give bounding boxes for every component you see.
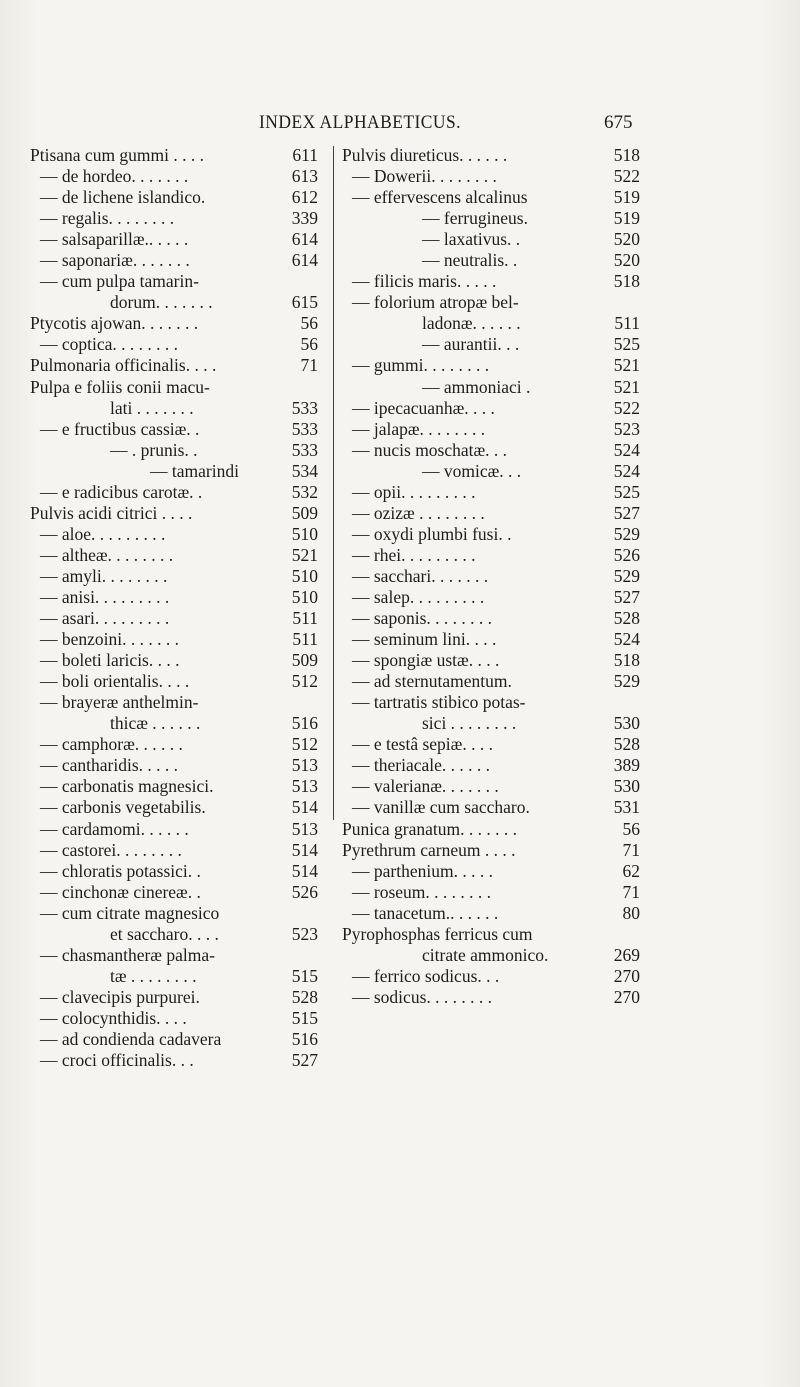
index-entry	[30, 692, 320, 713]
index-entry-page-ref: 513	[291, 776, 318, 797]
index-entry-page-ref: 524	[613, 439, 640, 460]
index-entry	[30, 903, 320, 924]
index-entry	[342, 145, 640, 166]
index-entry-term: — tamarindi	[150, 460, 239, 481]
index-entry-term: — salsaparillæ.. . . . .	[40, 229, 189, 250]
index-column-left	[30, 145, 320, 1071]
index-entry	[342, 292, 640, 313]
index-entry-term: — altheæ. . . . . . . .	[40, 544, 174, 565]
index-entry-page-ref: 518	[613, 650, 640, 671]
index-entry-term: Pulmonaria officinalis. . . .	[30, 355, 217, 376]
index-entry-page-ref: 532	[291, 481, 318, 502]
index-entry	[30, 671, 320, 692]
index-entry-page-ref: 510	[291, 523, 318, 544]
index-entry	[342, 776, 640, 797]
index-entry	[30, 208, 320, 229]
index-entry	[30, 250, 320, 271]
index-entry	[30, 229, 320, 250]
index-entry	[342, 398, 640, 419]
index-entry-page-ref: 528	[291, 986, 318, 1007]
index-entry-page-ref: 270	[613, 965, 640, 986]
index-entry-page-ref: 71	[300, 355, 318, 376]
index-entry-page-ref: 515	[291, 1007, 318, 1028]
index-entry-page-ref: 525	[613, 334, 640, 355]
index-entry-term: Pulpa e foliis conii macu-	[30, 376, 210, 397]
index-entry-page-ref: 530	[613, 776, 640, 797]
index-entry	[30, 377, 320, 398]
index-entry-page-ref: 513	[291, 818, 318, 839]
index-entry-term: — sodicus. . . . . . . .	[352, 986, 492, 1007]
index-entry	[342, 271, 640, 292]
index-entry-page-ref: 511	[292, 608, 318, 629]
index-entry-term: — benzoini. . . . . . .	[40, 629, 180, 650]
index-entry-page-ref: 527	[613, 586, 640, 607]
index-entry-page-ref: 389	[613, 755, 640, 776]
index-entry	[30, 734, 320, 755]
index-entry-page-ref: 614	[291, 250, 318, 271]
index-entry-page-ref: 528	[613, 734, 640, 755]
index-entry-term: — ammoniaci .	[422, 376, 531, 397]
index-entry	[30, 398, 320, 419]
index-entry-term: — colocynthidis. . . .	[40, 1007, 187, 1028]
index-entry	[342, 587, 640, 608]
index-entry-term: — . prunis. .	[110, 439, 198, 460]
index-entry	[30, 166, 320, 187]
index-entry-term: — ferrugineus.	[422, 208, 528, 229]
index-entry-term: — carbonis vegetabilis.	[40, 797, 206, 818]
index-entry-page-ref: 524	[613, 460, 640, 481]
index-entry	[30, 482, 320, 503]
index-entry	[342, 945, 640, 966]
index-entry-term: — e radicibus carotæ. .	[40, 481, 203, 502]
index-entry	[342, 250, 640, 271]
index-entry	[30, 608, 320, 629]
index-entry-page-ref: 527	[613, 502, 640, 523]
index-entry	[30, 713, 320, 734]
index-entry	[342, 166, 640, 187]
index-entry-page-ref: 518	[613, 145, 640, 165]
index-column-right	[342, 145, 640, 1008]
index-entry-term: — theriacale. . . . . .	[352, 755, 491, 776]
index-entry-page-ref: 56	[300, 334, 318, 355]
index-entry-page-ref: 518	[613, 271, 640, 292]
index-entry	[342, 650, 640, 671]
index-entry	[342, 734, 640, 755]
index-entry-page-ref: 530	[613, 713, 640, 734]
index-entry	[342, 482, 640, 503]
index-entry-page-ref: 528	[613, 608, 640, 629]
index-entry-term: — brayeræ anthelmin-	[40, 692, 199, 713]
index-entry	[342, 671, 640, 692]
index-entry-term: — chloratis potassici. .	[40, 860, 201, 881]
index-entry	[30, 503, 320, 524]
index-entry-term: — chasmantheræ palma-	[40, 944, 215, 965]
index-entry	[30, 271, 320, 292]
index-entry-page-ref: 511	[292, 629, 318, 650]
index-entry-term: — cum citrate magnesico	[40, 902, 220, 923]
index-entry	[342, 608, 640, 629]
index-entry-page-ref: 512	[291, 734, 318, 755]
index-entry-page-ref: 519	[613, 187, 640, 208]
index-entry-term: citrate ammonico.	[422, 944, 549, 965]
index-entry-term: — coptica. . . . . . . .	[40, 334, 179, 355]
index-entry-term: — anisi. . . . . . . . .	[40, 586, 170, 607]
index-entry-term: — Dowerii. . . . . . . .	[352, 166, 497, 187]
index-entry-term: — saponariæ. . . . . . .	[40, 250, 190, 271]
index-entry-term: — ad sternutamentum.	[352, 671, 512, 692]
index-entry	[30, 882, 320, 903]
index-entry	[342, 987, 640, 1008]
index-entry-term: Ptycotis ajowan. . . . . . .	[30, 313, 199, 334]
index-entry-page-ref: 513	[291, 755, 318, 776]
index-entry-term: — effervescens alcalinus	[352, 187, 528, 208]
index-entry-page-ref: 62	[622, 860, 640, 881]
index-entry-page-ref: 269	[613, 944, 640, 965]
index-entry	[30, 1029, 320, 1050]
index-entry	[30, 924, 320, 945]
index-entry	[342, 440, 640, 461]
index-entry-term: — neutralis. .	[422, 250, 518, 271]
index-entry-term: — sacchari. . . . . . .	[352, 565, 489, 586]
index-entry-page-ref: 511	[614, 313, 640, 334]
index-entry	[342, 566, 640, 587]
index-entry-term: — roseum. . . . . . . .	[352, 881, 492, 902]
index-entry-page-ref: 515	[291, 965, 318, 986]
index-entry-term: — asari. . . . . . . . .	[40, 608, 170, 629]
index-entry-term: — e testâ sepiæ. . . .	[352, 734, 493, 755]
index-entry	[342, 377, 640, 398]
index-entry	[30, 145, 320, 166]
index-entry	[30, 987, 320, 1008]
index-entry-term: ladonæ. . . . . .	[422, 313, 521, 334]
index-entry-term: Punica granatum. . . . . . .	[342, 818, 517, 839]
index-entry-page-ref: 56	[622, 818, 640, 839]
index-entry-page-ref: 521	[291, 544, 318, 565]
index-entry-page-ref: 510	[291, 565, 318, 586]
index-entry-page-ref: 512	[291, 671, 318, 692]
index-entry-term: — rhei. . . . . . . . .	[352, 544, 476, 565]
index-entry-term: Pyrophosphas ferricus cum	[342, 923, 533, 944]
index-entry-term: — aurantii. . .	[422, 334, 520, 355]
index-entry-page-ref: 526	[613, 544, 640, 565]
index-entry-term: — clavecipis purpurei.	[40, 986, 200, 1007]
index-entry	[342, 882, 640, 903]
index-entry-term: — oxydi plumbi fusi. .	[352, 523, 512, 544]
index-entry	[30, 355, 320, 376]
index-entry-term: — vomicæ. . .	[422, 460, 522, 481]
index-entry-page-ref: 80	[622, 902, 640, 923]
index-entry	[30, 524, 320, 545]
index-entry	[30, 1050, 320, 1071]
index-entry-term: — saponis. . . . . . . .	[352, 608, 492, 629]
index-entry	[30, 776, 320, 797]
index-entry	[342, 229, 640, 250]
index-entry	[342, 187, 640, 208]
index-entry-page-ref: 614	[291, 229, 318, 250]
index-entry-term: sici . . . . . . . .	[422, 713, 517, 734]
index-entry-page-ref: 529	[613, 565, 640, 586]
index-entry-term: — castorei. . . . . . . .	[40, 839, 182, 860]
index-entry	[342, 524, 640, 545]
index-entry	[30, 440, 320, 461]
index-entry-page-ref: 523	[613, 418, 640, 439]
index-entry	[30, 945, 320, 966]
index-entry-term: — spongiæ ustæ. . . .	[352, 650, 500, 671]
index-entry-page-ref: 520	[613, 250, 640, 271]
index-entry	[342, 903, 640, 924]
index-entry-page-ref: 270	[613, 986, 640, 1007]
index-entry-page-ref: 523	[291, 923, 318, 944]
index-entry-page-ref: 509	[291, 650, 318, 671]
index-entry-term: — ipecacuanhæ. . . .	[352, 397, 495, 418]
index-entry-page-ref: 71	[622, 839, 640, 860]
index-entry-page-ref: 526	[291, 881, 318, 902]
index-entry-page-ref: 71	[622, 881, 640, 902]
index-entry	[30, 292, 320, 313]
index-entry-term: — gummi. . . . . . . .	[352, 355, 490, 376]
index-entry-term: — nucis moschatæ. . .	[352, 439, 508, 460]
index-entry	[30, 461, 320, 482]
index-entry-page-ref: 533	[291, 418, 318, 439]
index-entry-term: — valerianæ. . . . . . .	[352, 776, 499, 797]
index-entry	[342, 545, 640, 566]
index-entry-term: — filicis maris. . . . .	[352, 271, 497, 292]
index-entry	[30, 966, 320, 987]
index-entry-term: tæ . . . . . . . .	[110, 965, 197, 986]
index-entry-page-ref: 519	[613, 208, 640, 229]
index-entry	[342, 861, 640, 882]
index-entry-term: — e fructibus cassiæ. .	[40, 418, 200, 439]
index-entry-page-ref: 514	[291, 860, 318, 881]
index-entry	[30, 1008, 320, 1029]
index-entry-page-ref: 534	[291, 460, 318, 481]
index-entry	[342, 461, 640, 482]
index-entry	[30, 419, 320, 440]
index-entry	[342, 755, 640, 776]
index-entry	[342, 629, 640, 650]
index-entry-page-ref: 520	[613, 229, 640, 250]
index-entry-page-ref: 527	[291, 1050, 318, 1071]
index-entry-term: — de hordeo. . . . . . .	[40, 166, 189, 187]
index-entry-term: — ad condienda cadavera	[40, 1028, 222, 1049]
index-entry-term: — jalapæ. . . . . . . .	[352, 418, 486, 439]
index-entry	[30, 545, 320, 566]
index-entry	[342, 797, 640, 818]
index-entry	[30, 819, 320, 840]
index-entry-term: — opii. . . . . . . . .	[352, 481, 476, 502]
index-entry-term: — salep. . . . . . . . .	[352, 586, 485, 607]
index-entry-page-ref: 615	[291, 292, 318, 313]
index-entry-page-ref: 522	[613, 166, 640, 187]
index-entry-page-ref: 533	[291, 397, 318, 418]
index-entry	[342, 313, 640, 334]
index-entry-term: — regalis. . . . . . . .	[40, 208, 175, 229]
index-entry	[30, 797, 320, 818]
index-entry	[342, 208, 640, 229]
index-entry-page-ref: 525	[613, 481, 640, 502]
index-entry-term: dorum. . . . . . .	[110, 292, 213, 313]
index-entry-term: lati . . . . . . .	[110, 397, 194, 418]
index-entry-page-ref: 510	[291, 586, 318, 607]
index-entry-term: et saccharo. . . .	[110, 923, 219, 944]
index-entry-page-ref: 612	[291, 187, 318, 208]
index-entry-term: — de lichene islandico.	[40, 187, 206, 208]
index-entry-page-ref: 56	[300, 313, 318, 334]
index-entry	[30, 334, 320, 355]
index-entry-term: — ferrico sodicus. . .	[352, 965, 500, 986]
index-entry-page-ref: 516	[291, 1028, 318, 1049]
index-entry	[342, 692, 640, 713]
index-entry	[342, 966, 640, 987]
index-entry	[30, 587, 320, 608]
index-entry	[342, 419, 640, 440]
index-entry-page-ref: 531	[613, 797, 640, 818]
index-entry-page-ref: 529	[613, 671, 640, 692]
index-entry	[342, 924, 640, 945]
index-entry-page-ref: 521	[613, 355, 640, 376]
index-entry-term: — aloe. . . . . . . . .	[40, 523, 166, 544]
running-head-title: INDEX ALPHABETICUS.	[259, 112, 461, 133]
index-entry-term: — camphoræ. . . . . .	[40, 734, 183, 755]
index-entry-term: — tanacetum.. . . . . .	[352, 902, 499, 923]
index-entry-page-ref: 514	[291, 797, 318, 818]
index-entry-page-ref: 524	[613, 629, 640, 650]
index-entry-page-ref: 522	[613, 397, 640, 418]
index-entry-term: — tartratis stibico potas-	[352, 692, 526, 713]
index-entry	[30, 629, 320, 650]
index-entry	[342, 819, 640, 840]
index-entry-term: — boli orientalis. . . .	[40, 671, 190, 692]
index-entry-term: — folorium atropæ bel-	[352, 292, 519, 313]
index-entry-term: — vanillæ cum saccharo.	[352, 797, 530, 818]
index-entry-term: — amyli. . . . . . . .	[40, 565, 168, 586]
index-entry-term: — ozizæ . . . . . . . .	[352, 502, 485, 523]
index-entry-term: thicæ . . . . . .	[110, 713, 201, 734]
index-entry	[30, 755, 320, 776]
index-entry-page-ref: 339	[291, 208, 318, 229]
index-entry-term: Pulvis acidi citrici . . . .	[30, 502, 193, 523]
index-entry-term: — cardamomi. . . . . .	[40, 818, 189, 839]
index-entry	[30, 650, 320, 671]
index-entry-term: Pyrethrum carneum . . . .	[342, 839, 516, 860]
index-entry-term: — seminum lini. . . .	[352, 629, 497, 650]
index-entry-term: — boleti laricis. . . .	[40, 650, 180, 671]
index-entry-term: Pulvis diureticus. . . . . .	[342, 145, 508, 165]
index-entry	[30, 566, 320, 587]
column-divider	[333, 146, 334, 820]
index-entry-term: — croci officinalis. . .	[40, 1050, 194, 1071]
index-entry	[30, 861, 320, 882]
index-entry-page-ref: 514	[291, 839, 318, 860]
index-entry-term: Ptisana cum gummi . . . .	[30, 145, 205, 165]
index-entry	[342, 334, 640, 355]
index-entry	[342, 355, 640, 376]
index-entry-term: — cinchonæ cinereæ. .	[40, 881, 201, 902]
index-entry-page-ref: 516	[291, 713, 318, 734]
index-entry-term: — laxativus. .	[422, 229, 521, 250]
index-entry	[30, 187, 320, 208]
index-entry-page-ref: 613	[291, 166, 318, 187]
index-entry	[30, 840, 320, 861]
index-entry	[342, 503, 640, 524]
index-entry-term: — parthenium. . . . .	[352, 860, 493, 881]
index-entry-term: — carbonatis magnesici.	[40, 776, 214, 797]
index-entry-term: — cum pulpa tamarin-	[40, 271, 199, 292]
index-entry-page-ref: 533	[291, 439, 318, 460]
index-entry-page-ref: 529	[613, 523, 640, 544]
index-entry-term: — cantharidis. . . . .	[40, 755, 179, 776]
page-number: 675	[604, 112, 633, 133]
index-entry-page-ref: 611	[292, 145, 318, 165]
index-entry	[30, 313, 320, 334]
index-entry	[342, 713, 640, 734]
index-entry-page-ref: 509	[291, 502, 318, 523]
index-entry-page-ref: 521	[613, 376, 640, 397]
index-entry	[342, 840, 640, 861]
